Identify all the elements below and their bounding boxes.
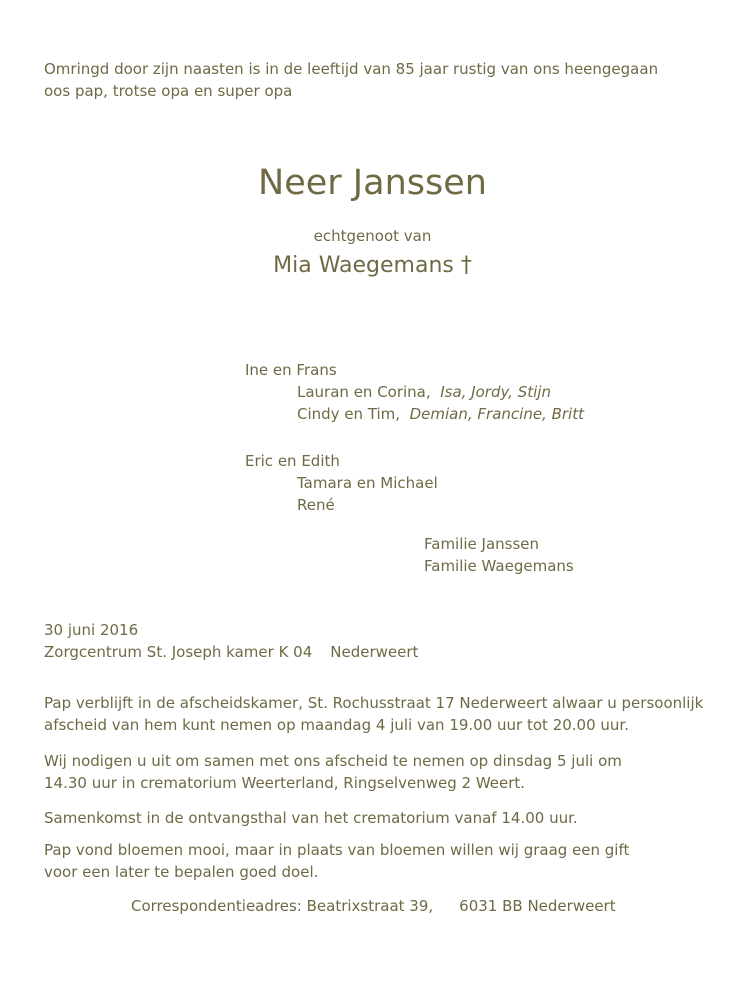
family-janssen: Familie Janssen xyxy=(424,535,540,553)
parents-name: Eric en Edith xyxy=(245,452,340,470)
paragraph-line: voor een later te bepalen goed doel. xyxy=(44,863,319,881)
deceased-name: Neer Janssen xyxy=(258,163,487,203)
correspondence-postal: 6031 BB Nederweert xyxy=(459,897,616,915)
parents-name: Ine en Frans xyxy=(245,361,337,379)
paragraph-flowers xyxy=(44,839,629,883)
family-waegemans: Familie Waegemans xyxy=(424,557,574,575)
paragraph-line: Wij nodigen u uit om samen met ons afscheid te nemen op dinsdag 5 juli om xyxy=(44,752,622,770)
death-place: Zorgcentrum St. Joseph kamer K 04 xyxy=(44,643,313,661)
spouse-name: Mia Waegemans † xyxy=(273,253,472,278)
child-couple: Cindy en Tim, xyxy=(297,405,401,423)
families-block xyxy=(424,533,574,577)
intro-text xyxy=(44,58,658,102)
child-couple: Tamara en Michael xyxy=(297,474,438,492)
correspondence-address xyxy=(131,895,616,917)
paragraph-viewing xyxy=(44,692,703,736)
paragraph-invitation xyxy=(44,750,622,794)
death-info xyxy=(44,619,418,663)
paragraph-line: 14.30 uur in crematorium Weerterland, Ringselvenweg 2 Weert. xyxy=(44,774,526,792)
paragraph-line: Samenkomst in de ontvangsthal van het crematorium vanaf 14.00 uur. xyxy=(44,809,578,827)
correspondence-street: Beatrixstraat 39, xyxy=(306,897,434,915)
paragraph-line: Pap vond bloemen mooi, maar in plaats van bloemen willen wij graag een gift xyxy=(44,841,630,859)
paragraph-line: afscheid van hem kunt nemen op maandag 4 juli van 19.00 uur tot 20.00 uur. xyxy=(44,716,629,734)
family-group-2 xyxy=(245,450,438,516)
child-couple-line xyxy=(245,381,584,403)
death-date: 30 juni 2016 xyxy=(44,621,139,639)
intro-line-2: oos pap, trotse opa en super opa xyxy=(44,82,293,100)
correspondence-label: Correspondentieadres: xyxy=(131,897,302,915)
paragraph-gathering xyxy=(44,807,578,829)
intro-line-1: Omringd door zijn naasten is in de leeftijd van 85 jaar rustig van ons heengegaan xyxy=(44,60,659,78)
grandchildren: Demian, Francine, Britt xyxy=(409,405,584,423)
family-group-1 xyxy=(245,359,584,425)
child-name: René xyxy=(297,496,335,514)
child-couple: Lauran en Corina, xyxy=(297,383,431,401)
child-couple-line xyxy=(245,403,584,425)
death-place-line xyxy=(44,641,418,663)
death-town: Nederweert xyxy=(330,643,419,661)
paragraph-line: Pap verblijft in de afscheidskamer, St. Rochusstraat 17 Nederweert alwaar u persoonlijk xyxy=(44,694,704,712)
grandchildren: Isa, Jordy, Stijn xyxy=(440,383,551,401)
spouse-label: echtgenoot van xyxy=(313,227,432,245)
